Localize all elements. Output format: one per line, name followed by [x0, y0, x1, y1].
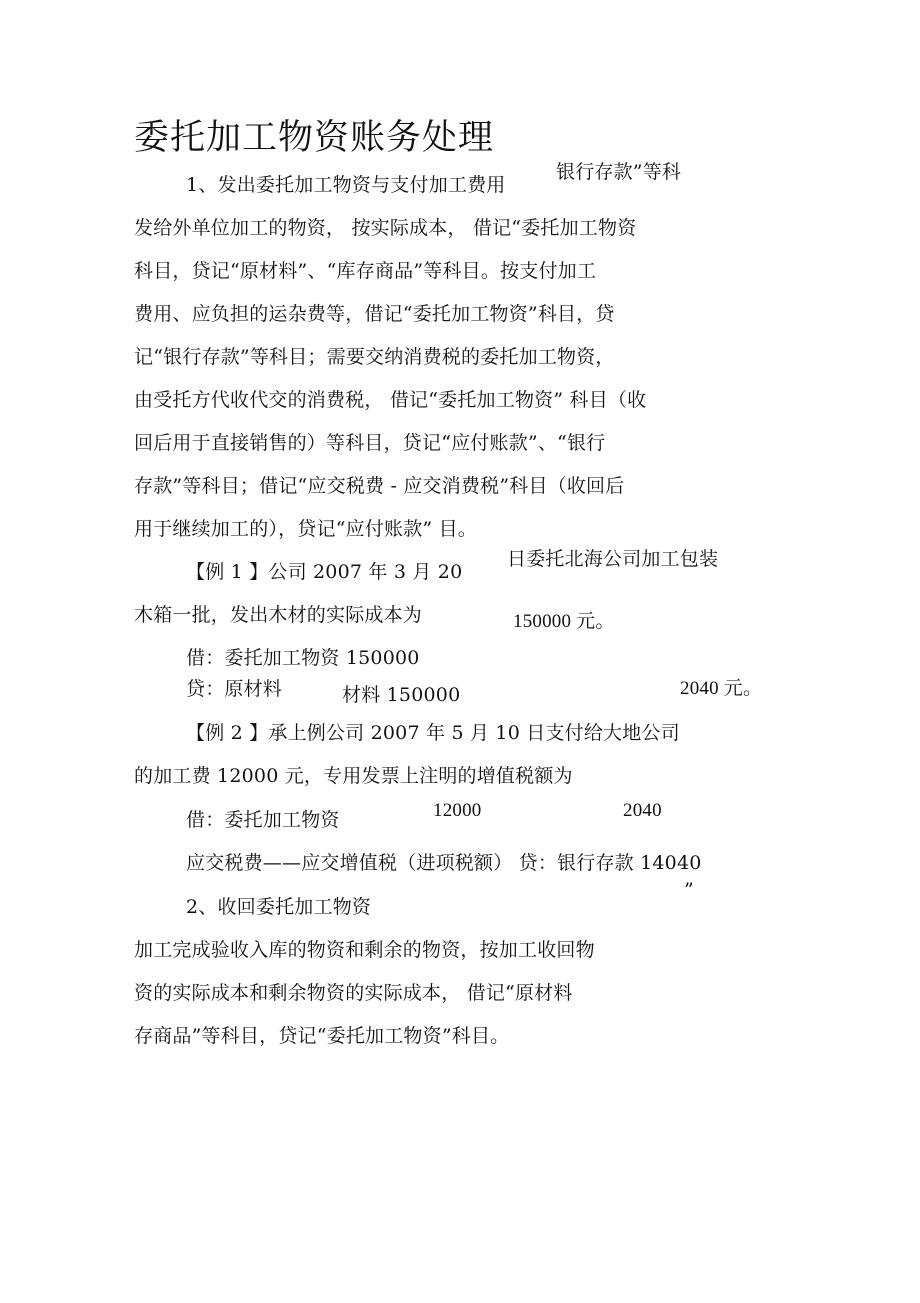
text-fragment: 银行存款”等科: [556, 161, 682, 183]
journal-credit-amount: 材料 150000: [342, 684, 461, 706]
amount-text: 2040 元。: [680, 678, 763, 699]
journal-debit-line: 借：委托加工物资: [186, 809, 340, 831]
paragraph-line: 费用、应负担的运杂费等，借记“委托加工物资”科目，贷: [134, 303, 615, 325]
text-fragment: ”: [684, 879, 694, 901]
paragraph-line: 存商品”等科目，贷记“委托加工物资”科目。: [134, 1025, 510, 1047]
amount-text: 12000: [433, 800, 482, 821]
example-1-heading: 【例 1 】公司 2007 年 3 月 20: [186, 561, 463, 583]
journal-credit-line: 贷：原材料: [186, 678, 283, 700]
example-2-heading: 【例 2 】承上例公司 2007 年 5 月 10 日支付给大地公司: [186, 722, 680, 744]
paragraph-line: 记“银行存款”等科目；需要交纳消费税的委托加工物资，: [134, 346, 615, 368]
page-title: 委托加工物资账务处理: [134, 118, 495, 158]
paragraph-line: 回后用于直接销售的）等科目，贷记“应付账款”、“银行: [134, 432, 606, 454]
journal-line: 应交税费——应交增值税（进项税额） 贷：银行存款 14040: [186, 852, 702, 874]
amount-text: 2040: [623, 800, 662, 821]
section-heading-1: 1、发出委托加工物资与支付加工费用: [186, 174, 506, 196]
paragraph-line: 发给外单位加工的物资， 按实际成本， 借记“委托加工物资: [134, 217, 637, 239]
paragraph-line: 科目，贷记“原材料”、“库存商品”等科目。按支付加工: [134, 260, 597, 282]
paragraph-line: 的加工费 12000 元，专用发票上注明的增值税额为: [134, 765, 573, 787]
paragraph-line: 存款”等科目；借记“应交税费 - 应交消费税”科目（收回后: [134, 475, 625, 497]
paragraph-line: 木箱一批，发出木材的实际成本为: [134, 604, 423, 626]
paragraph-line: 加工完成验收入库的物资和剩余的物资，按加工收回物: [134, 939, 595, 961]
amount-text: 150000 元。: [513, 611, 615, 632]
text-fragment: 日委托北海公司加工包装: [507, 548, 719, 570]
journal-debit-line: 借：委托加工物资 150000: [186, 647, 420, 669]
paragraph-line: 资的实际成本和剩余物资的实际成本， 借记“原材料: [134, 982, 573, 1004]
section-heading-2: 2、收回委托加工物资: [186, 896, 372, 918]
paragraph-line: 用于继续加工的），贷记“应付账款” 目。: [134, 518, 477, 540]
paragraph-line: 由受托方代收代交的消费税， 借记“委托加工物资” 科目（收: [134, 389, 647, 411]
